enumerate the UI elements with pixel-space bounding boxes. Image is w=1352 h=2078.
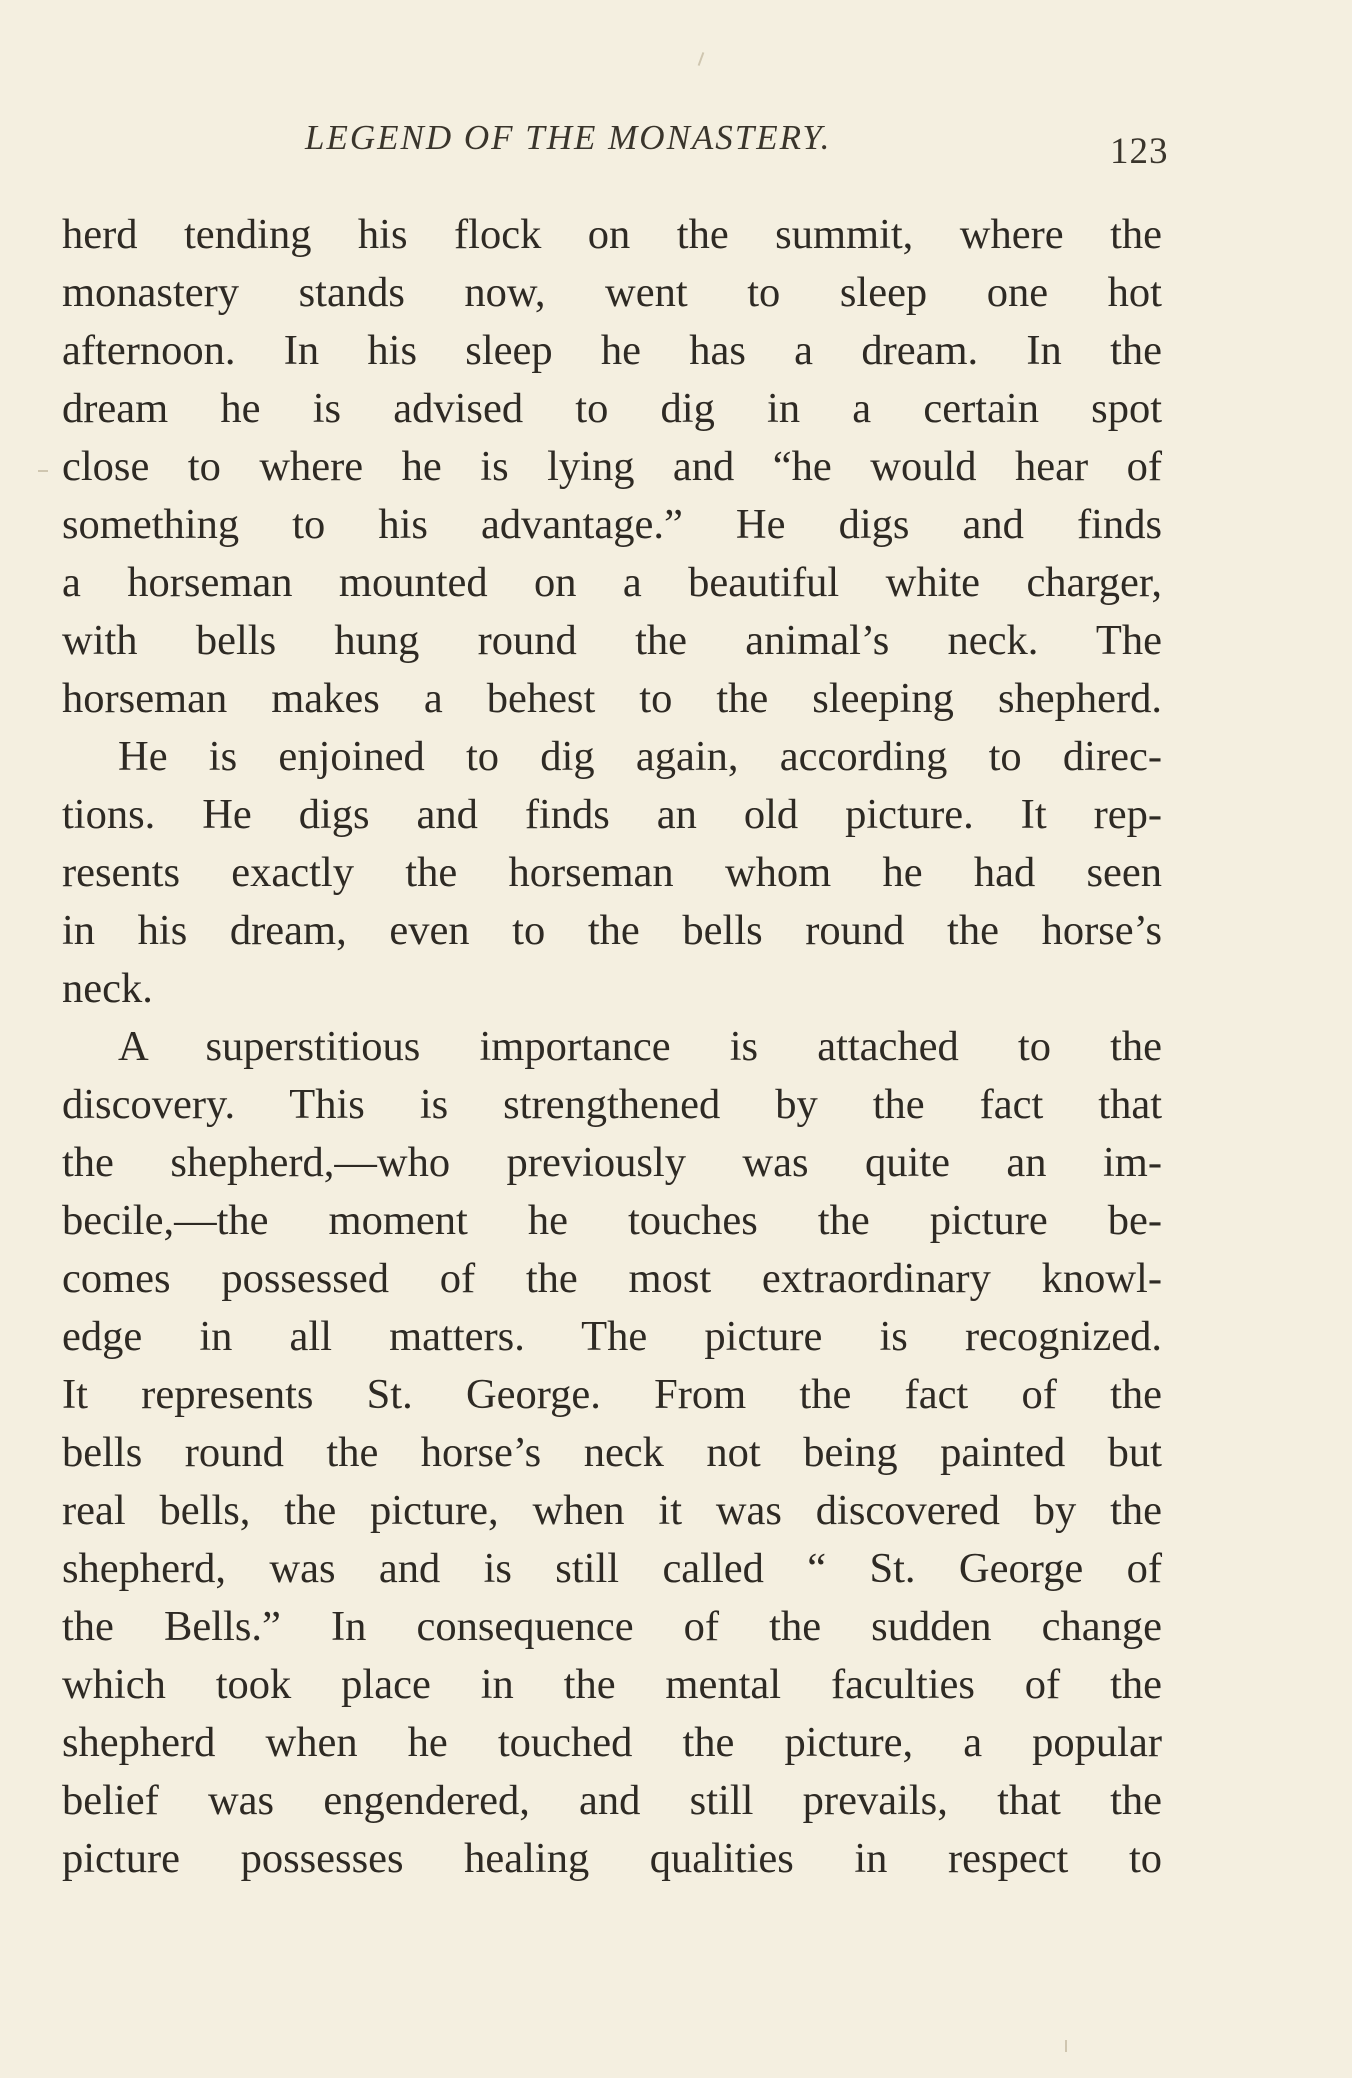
page-number: 123 bbox=[1110, 131, 1169, 172]
text-line: shepherd, was and is still called “ St. George of bbox=[62, 1545, 1162, 1592]
text-line: afternoon. In his sleep he has a dream. In the bbox=[62, 327, 1162, 374]
text-line: becile,—the moment he touches the picture be- bbox=[62, 1197, 1162, 1244]
text-line: A superstitious importance is attached to the bbox=[118, 1023, 1162, 1070]
text-line: the shepherd,—who previously was quite an im- bbox=[62, 1139, 1162, 1186]
text-line: which took place in the mental faculties of the bbox=[62, 1661, 1162, 1708]
text-line: real bells, the picture, when it was discovered by the bbox=[62, 1487, 1162, 1534]
text-line: resents exactly the horseman whom he had seen bbox=[62, 849, 1162, 896]
paper-speck bbox=[698, 52, 705, 66]
text-line: something to his advantage.” He digs and finds bbox=[62, 501, 1162, 548]
text-line: a horseman mounted on a beautiful white charger, bbox=[62, 559, 1162, 606]
text-line: close to where he is lying and “he would hear of bbox=[62, 443, 1162, 490]
text-line: tions. He digs and finds an old picture. It rep- bbox=[62, 791, 1162, 838]
text-line: herd tending his flock on the summit, where the bbox=[62, 211, 1162, 258]
text-line: discovery. This is strengthened by the fact that bbox=[62, 1081, 1162, 1128]
paper-speck bbox=[1065, 2040, 1067, 2052]
text-line: dream he is advised to dig in a certain spot bbox=[62, 385, 1162, 432]
text-line: picture possesses healing qualities in respect to bbox=[62, 1835, 1162, 1882]
running-title: LEGEND OF THE MONASTERY. bbox=[305, 118, 832, 157]
text-line: with bells hung round the animal’s neck. The bbox=[62, 617, 1162, 664]
text-line: bells round the horse’s neck not being painted but bbox=[62, 1429, 1162, 1476]
text-line: It represents St. George. From the fact of the bbox=[62, 1371, 1162, 1418]
text-line: He is enjoined to dig again, according to direc- bbox=[118, 733, 1162, 780]
text-line: edge in all matters. The picture is recognized. bbox=[62, 1313, 1162, 1360]
text-line: monastery stands now, went to sleep one hot bbox=[62, 269, 1162, 316]
text-line: belief was engendered, and still prevails, that the bbox=[62, 1777, 1162, 1824]
body-text bbox=[62, 206, 1162, 1888]
text-line: in his dream, even to the bells round the horse’s bbox=[62, 907, 1162, 954]
text-line: shepherd when he touched the picture, a popular bbox=[62, 1719, 1162, 1766]
text-line: horseman makes a behest to the sleeping shepherd. bbox=[62, 675, 1162, 722]
text-line: the Bells.” In consequence of the sudden change bbox=[62, 1603, 1162, 1650]
text-line: neck. bbox=[62, 965, 153, 1012]
text-line: comes possessed of the most extraordinary knowl- bbox=[62, 1255, 1162, 1302]
paper-speck bbox=[38, 470, 48, 472]
running-header bbox=[0, 118, 1352, 172]
